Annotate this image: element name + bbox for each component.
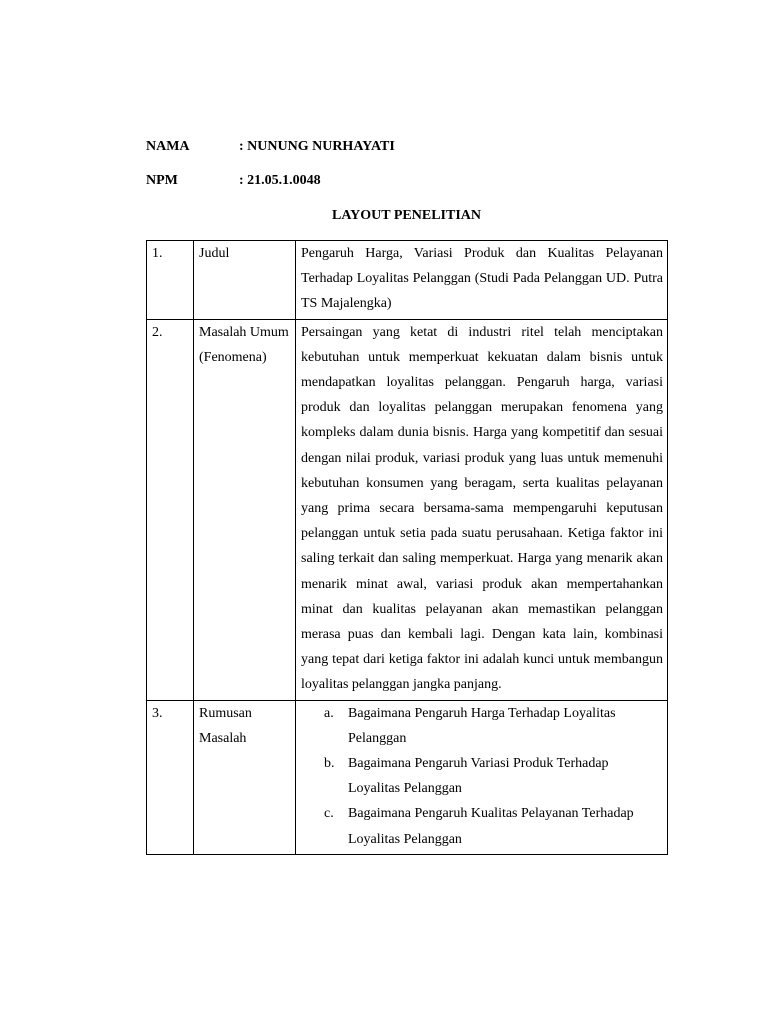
row-number: 1. xyxy=(147,241,194,320)
table-row-judul xyxy=(147,241,668,320)
row-content: Persaingan yang ketat di industri ritel telah menciptakan kebutuhan untuk memperkuat kekuatan dalam bisnis untuk mendapatkan loyalitas pelanggan. Pengaruh harga, variasi produk dan loyalitas pelanggan merupakan fenomena yang kompleks dalam dunia bisnis. Harga yang kompetitif dan sesuai dengan nilai produk, variasi produk yang luas untuk memenuhi kebutuhan konsumen yang beragam, serta kualitas pelayanan yang prima secara bersama-sama mempengaruhi keputusan pelanggan untuk setia pada suatu perusahaan. Ketiga faktor ini saling terkait dan saling memperkuat. Harga yang menarik akan menarik minat awal, variasi produk akan mempertahankan minat dan kualitas pelayanan akan memastikan pelanggan merasa puas dan kembali lagi. Dengan kata lain, kombinasi yang tepat dari ketiga faktor ini adalah kunci untuk membangun loyalitas pelanggan jangka panjang. xyxy=(296,319,668,700)
npm-value: : 21.05.1.0048 xyxy=(239,173,321,188)
list-item-text: Bagaimana Pengaruh Kualitas Pelayanan Terhadap Loyalitas Pelanggan xyxy=(348,806,634,847)
npm-label: NPM xyxy=(146,173,178,188)
table-row-masalah-umum xyxy=(147,319,668,700)
row-content xyxy=(296,700,668,854)
row-label: Judul xyxy=(194,241,296,320)
list-item-text: Bagaimana Pengaruh Harga Terhadap Loyalitas Pelanggan xyxy=(348,705,616,746)
list-marker: b. xyxy=(324,756,335,772)
table-row-rumusan-masalah xyxy=(147,700,668,854)
name-value: : NUNUNG NURHAYATI xyxy=(239,139,395,154)
name-label: NAMA xyxy=(146,139,190,154)
research-layout-table xyxy=(146,240,668,855)
list-item xyxy=(301,701,663,751)
row-label: Masalah Umum (Fenomena) xyxy=(194,319,296,700)
row-content: Pengaruh Harga, Variasi Produk dan Kualitas Pelayanan Terhadap Loyalitas Pelanggan (Studi Pada Pelanggan UD. Putra TS Majalengka) xyxy=(296,241,668,320)
row-number: 3. xyxy=(147,700,194,854)
list-item xyxy=(301,801,663,851)
document-title: LAYOUT PENELITIAN xyxy=(332,208,481,223)
research-questions-list xyxy=(301,701,663,852)
list-marker: a. xyxy=(324,705,334,721)
list-item-text: Bagaimana Pengaruh Variasi Produk Terhadap Loyalitas Pelanggan xyxy=(348,756,609,797)
list-marker: c. xyxy=(324,806,334,822)
row-number: 2. xyxy=(147,319,194,700)
list-item xyxy=(301,751,663,801)
row-label: Rumusan Masalah xyxy=(194,700,296,854)
